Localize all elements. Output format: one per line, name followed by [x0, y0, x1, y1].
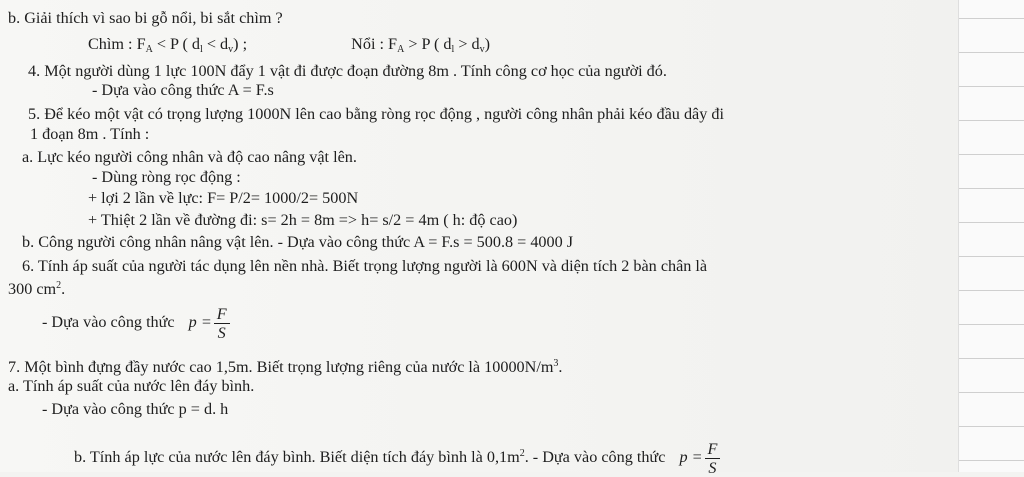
line-q6-formula	[42, 304, 232, 342]
text: .	[558, 358, 563, 376]
fraction	[705, 440, 721, 477]
text: + lợi 2 lần về lực: F= P/2= 1000/2= 500N	[88, 189, 359, 207]
text: b. Công người công nhân nâng vật lên. - Dựa vào công thức A = F.s = 500.8 = 4000 J	[22, 233, 574, 251]
text: b. Giải thích vì sao bi gỗ nổi, bi sắt chìm ?	[8, 9, 283, 27]
line-q5-b	[22, 232, 573, 252]
text: 1 đoạn 8m . Tính :	[30, 125, 150, 143]
margin-rule	[959, 460, 1024, 461]
text: + Thiệt 2 lần về đường đi: s= 2h = 8m => h= s/2 = 4m ( h: độ cao)	[88, 211, 518, 229]
notebook-margin	[958, 0, 1024, 472]
line-question-5	[28, 104, 724, 124]
line-q7-a-hint	[42, 399, 228, 419]
margin-rule	[959, 324, 1024, 325]
line-q5-force-gain	[88, 188, 358, 208]
line-question-4	[28, 61, 667, 81]
sup: 3	[553, 358, 559, 369]
text: b. Tính áp lực của nước lên đáy bình. Biết diện tích đáy bình là 0,1m	[74, 448, 520, 466]
sub: v	[228, 44, 234, 55]
line-question-6	[22, 256, 707, 276]
numerator: F	[214, 305, 230, 324]
line-q6-area	[8, 276, 65, 299]
margin-rule	[959, 290, 1024, 291]
text: a. Lực kéo người công nhân và độ cao nâng vật lên.	[22, 148, 357, 166]
text: - Dựa vào công thức p = d. h	[42, 400, 229, 418]
margin-rule	[959, 52, 1024, 53]
text: 6. Tính áp suất của người tác dụng lên nền nhà. Biết trọng lượng người là 600N và diện tích 2 bàn chân là	[22, 257, 708, 275]
text: > d	[454, 35, 480, 53]
margin-rule	[959, 188, 1024, 189]
fraction	[214, 305, 230, 342]
text: 4. Một người dùng 1 lực 100N đẩy 1 vật đi được đoạn đường 8m . Tính công cơ học của người đó.	[28, 62, 667, 80]
margin-rule	[959, 154, 1024, 155]
text: 7. Một bình đựng đầy nước cao 1,5m. Biết trọng lượng riêng của nước là 10000N/m	[8, 358, 554, 376]
float-label: Nổi :	[351, 35, 389, 53]
line-q5-distance-loss	[88, 210, 517, 230]
line-q5-pulley	[92, 167, 241, 187]
formula-lhs: p =	[679, 448, 703, 466]
margin-rule	[959, 358, 1024, 359]
sub: l	[451, 44, 455, 55]
text: - Dùng ròng rọc động :	[92, 168, 241, 186]
margin-rule	[959, 426, 1024, 427]
text: < d	[202, 35, 229, 53]
line-q4-hint	[92, 80, 274, 100]
text: 300 cm	[8, 280, 57, 298]
line-question-7	[8, 354, 562, 377]
line-question-5-cont	[30, 124, 149, 144]
margin-rule	[959, 18, 1024, 19]
sup: 2	[519, 448, 525, 459]
text: 5. Để kéo một vật có trọng lượng 1000N lên cao bằng ròng rọc động , người công nhân phải kéo đầu dây đi	[28, 105, 724, 123]
denominator: S	[708, 458, 717, 477]
line-float-sink-conditions	[88, 34, 490, 60]
sink-force: F	[136, 35, 146, 53]
line-q5-a	[22, 147, 357, 167]
text: )	[484, 35, 490, 53]
numerator: F	[705, 440, 721, 459]
sup: 2	[56, 280, 62, 291]
text: - Dựa vào công thức A = F.s	[92, 81, 274, 99]
margin-rule	[959, 222, 1024, 223]
line-q7-a	[8, 376, 254, 396]
sub: v	[479, 44, 485, 55]
text: > P ( d	[404, 35, 452, 53]
margin-rule	[959, 256, 1024, 257]
margin-rule	[959, 86, 1024, 87]
sub: l	[200, 44, 203, 55]
text: . - Dựa vào công thức	[524, 448, 666, 466]
denominator: S	[217, 323, 226, 342]
text: a. Tính áp suất của nước lên đáy bình.	[8, 377, 255, 395]
text: ) ;	[233, 35, 248, 53]
line-b-explain	[8, 8, 283, 28]
formula-lhs: p =	[188, 313, 212, 331]
float-force: F	[388, 35, 398, 53]
sub: A	[145, 44, 153, 55]
sink-label: Chìm :	[88, 35, 137, 53]
margin-rule	[959, 392, 1024, 393]
sub: A	[397, 44, 405, 55]
text: .	[61, 280, 66, 298]
text: - Dựa vào công thức	[42, 313, 175, 331]
margin-rule	[959, 120, 1024, 121]
text: < P ( d	[152, 35, 201, 53]
line-q7-b	[74, 436, 722, 477]
